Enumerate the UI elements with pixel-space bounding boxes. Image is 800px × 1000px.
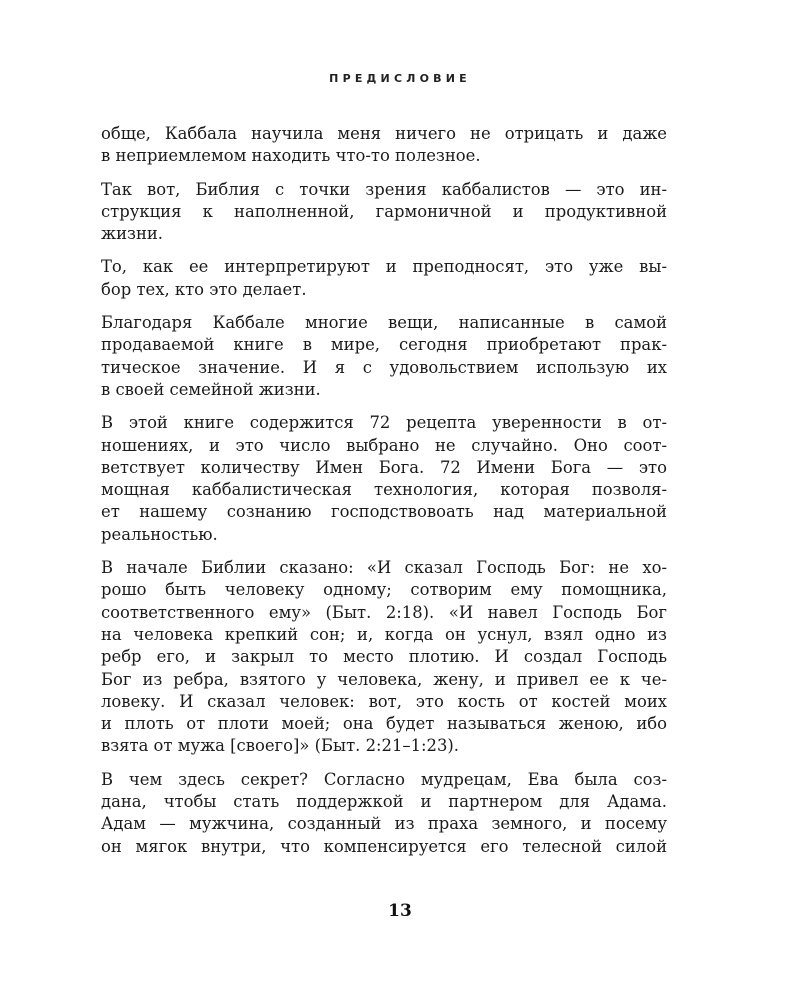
text-line: дана, чтобы стать поддержкой и партнером для Адама. [101, 792, 667, 812]
page-number: 13 [388, 901, 412, 921]
body-text [101, 123, 667, 869]
running-head-title: ПРЕДИСЛОВИЕ [329, 72, 471, 85]
text-line: В этой книге содержится 72 рецепта уверенности в от- [101, 413, 667, 433]
text-line: соответственного ему» (Быт. 2:18). «И навел Господь Бог [101, 602, 667, 622]
paragraph [101, 179, 667, 246]
text-line: ветствует количеству Имен Бога. 72 Имени Бога — это [101, 457, 667, 477]
text-line: ет нашему сознанию господствовоать над материальной [101, 502, 667, 522]
text-line: В чем здесь секрет? Согласно мудрецам, Ева была соз- [101, 769, 667, 789]
text-line: в своей семейной жизни. [101, 379, 321, 399]
text-line: Благодаря Каббале многие вещи, написанные в самой [101, 313, 667, 333]
text-line: струкция к наполненной, гармоничной и продуктивной [101, 201, 667, 221]
paragraph [101, 256, 667, 301]
text-line: Адам — мужчина, созданный из праха земного, и посему [101, 814, 667, 834]
text-line: в неприемлемом находить что-то полезное. [101, 146, 481, 166]
text-line: продаваемой книге в мире, сегодня приобретают прак- [101, 335, 667, 355]
text-line: ловеку. И сказал человек: вот, это кость от костей моих [101, 691, 667, 711]
text-line: В начале Библии сказано: «И сказал Господь Бог: не хо- [101, 558, 667, 578]
text-line: Так вот, Библия с точки зрения каббалистов — это ин- [101, 179, 667, 199]
text-line: взята от мужа [своего]» (Быт. 2:21–1:23). [101, 736, 460, 756]
text-line: мощная каббалистическая технология, которая позволя- [101, 480, 667, 500]
paragraph [101, 769, 667, 858]
paragraph [101, 557, 667, 758]
text-line: жизни. [101, 224, 164, 244]
text-line: бор тех, кто это делает. [101, 279, 307, 299]
paragraph [101, 123, 667, 168]
text-line: ребр его, и закрыл то место плотию. И создал Господь [101, 647, 667, 667]
paragraph [101, 412, 667, 546]
text-line: рошо быть человеку одному; сотворим ему помощника, [101, 580, 667, 600]
text-line: на человека крепкий сон; и, когда он уснул, взял одно из [101, 624, 667, 644]
paragraph [101, 312, 667, 401]
text-line: ношениях, и это число выбрано не случайно. Оно соот- [101, 435, 667, 455]
text-line: реальностью. [101, 524, 218, 544]
text-line: То, как ее интерпретируют и преподносят, это уже вы- [101, 257, 667, 277]
text-line: и плоть от плоти моей; она будет называться женою, ибо [101, 714, 667, 734]
text-line: тическое значение. И я с удовольствием использую их [101, 357, 667, 377]
text-line: Бог из ребра, взятого у человека, жену, и привел ее к че- [101, 669, 667, 689]
text-line: обще, Каббала научила меня ничего не отрицать и даже [101, 124, 667, 143]
text-line: он мягок внутри, что компенсируется его телесной силой [101, 836, 667, 856]
